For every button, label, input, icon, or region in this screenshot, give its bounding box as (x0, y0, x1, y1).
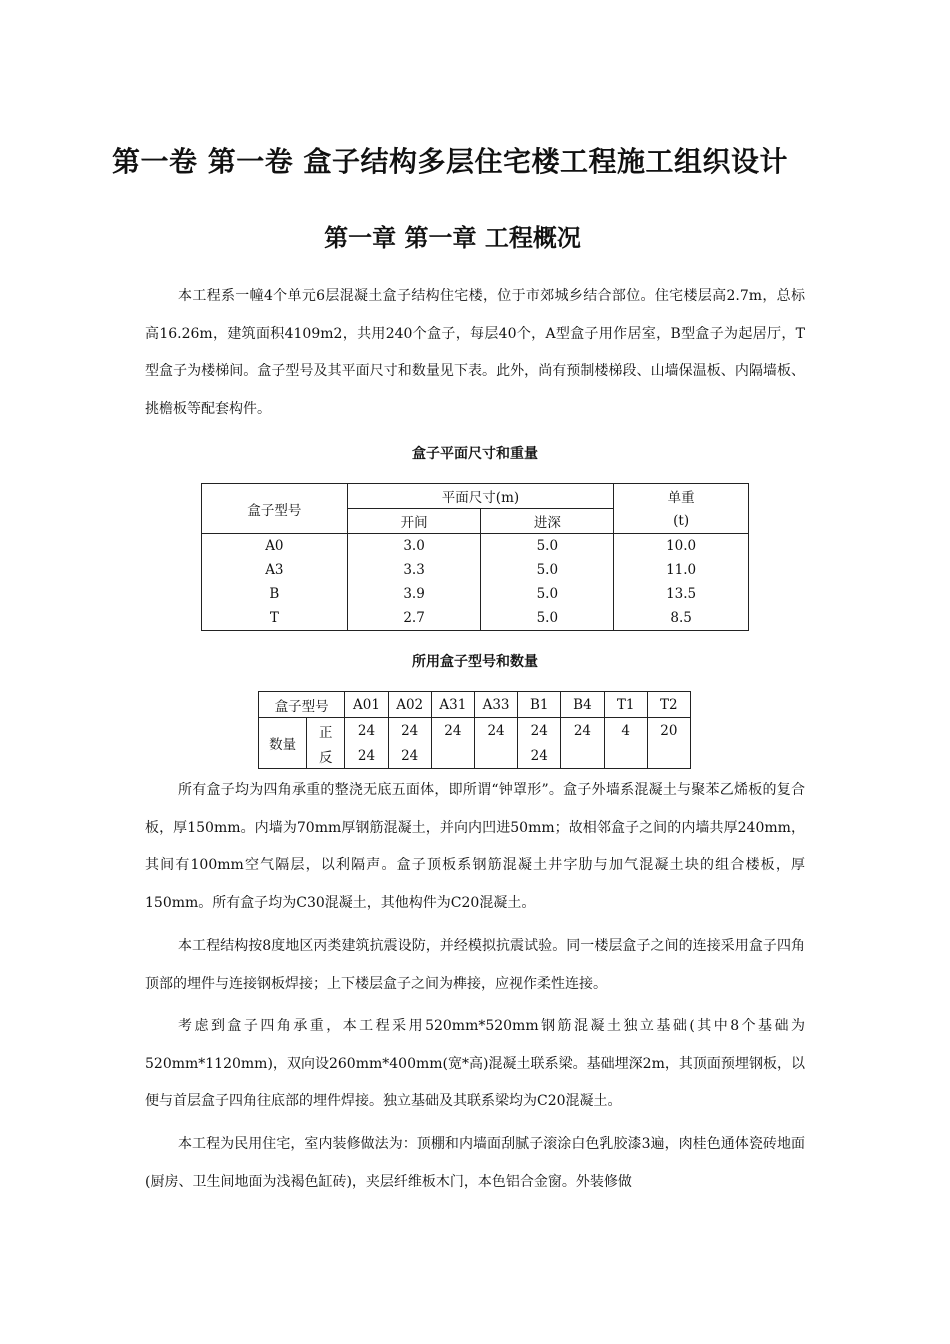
table1-caption: 盒子平面尺寸和重量 (412, 446, 538, 462)
table-cell: 5.0 (481, 558, 614, 582)
paragraph-box-structure: 所有盒子均为四角承重的整浇无底五面体，即所谓“钟罩形”。盒子外墙系混凝土与聚苯乙烯板的复合板，厚150mm。内墙为70mm厚钢筋混凝土，并向内凹进50mm；故相邻盒子之间的内墙共厚240mm，其间有100mm空气隔层，以利隔声。盒子顶板系钢筋混凝土井字肋与加气混凝土块的组合楼板，厚150mm。所有盒子均为C30混凝土，其他构件为C20混凝土。 (145, 782, 805, 911)
header-type: A02 (388, 692, 431, 718)
table-cell: 24 (345, 718, 388, 744)
table-cell (431, 743, 474, 769)
table-cell: 20 (647, 718, 690, 744)
table-cell: 24 (388, 743, 431, 769)
row-label-zheng: 正 (307, 718, 345, 744)
header-type: T2 (647, 692, 690, 718)
document-title: 第一卷 第一卷 盒子结构多层住宅楼工程施工组织设计 (112, 145, 788, 178)
table-cell: 13.5 (614, 582, 749, 606)
header-type: A31 (431, 692, 474, 718)
table-cell: 24 (561, 718, 604, 744)
header-type: T1 (604, 692, 647, 718)
header-box-type: 盒子型号 (202, 484, 348, 534)
box-quantity-table (258, 691, 691, 769)
header-bay-width: 开间 (347, 509, 481, 534)
paragraph-seismic: 本工程结构按8度地区丙类建筑抗震设防，并经模拟抗震试验。同一楼层盒子之间的连接采用盒子四角顶部的埋件与连接钢板焊接；上下楼层盒子之间为榫接，应视作柔性连接。 (145, 938, 805, 992)
header-type: A01 (345, 692, 388, 718)
table-cell: 3.0 (347, 534, 481, 559)
table-cell: 24 (388, 718, 431, 744)
table-cell: A0 (202, 534, 348, 559)
header-depth: 进深 (481, 509, 614, 534)
table-cell: 8.5 (614, 606, 749, 631)
header-type: B4 (561, 692, 604, 718)
quantity-label: 数量 (259, 718, 307, 769)
header-type: B1 (518, 692, 561, 718)
table-cell (474, 743, 517, 769)
table2-caption: 所用盒子型号和数量 (412, 654, 538, 670)
paragraph-finishing: 本工程为民用住宅，室内装修做法为：顶棚和内墙面刮腻子滚涂白色乳胶漆3遍，肉桂色通体瓷砖地面(厨房、卫生间地面为浅褐色缸砖)，夹层纤维板木门，本色铝合金窗。外装修做 (145, 1136, 805, 1190)
table-cell: 24 (518, 718, 561, 744)
table-cell: 10.0 (614, 534, 749, 559)
paragraph-foundation: 考虑到盒子四角承重，本工程采用520mm*520mm钢筋混凝土独立基础(其中8个基础为520mm*1120mm)，双向设260mm*400mm(宽*高)混凝土联系梁。基础埋深2m，其顶面预埋钢板，以便与首层盒子四角往底部的埋件焊接。独立基础及其联系梁均为C20混凝土。 (145, 1018, 805, 1109)
table-cell: 3.3 (347, 558, 481, 582)
table-cell (604, 743, 647, 769)
table-cell (561, 743, 604, 769)
table-cell: 24 (518, 743, 561, 769)
table-cell: 11.0 (614, 558, 749, 582)
table-cell (647, 743, 690, 769)
table-cell: 24 (345, 743, 388, 769)
header-type: A33 (474, 692, 517, 718)
table-cell: 2.7 (347, 606, 481, 631)
table-cell: 4 (604, 718, 647, 744)
table-cell: 5.0 (481, 606, 614, 631)
chapter-heading: 第一章 第一章 工程概况 (324, 224, 581, 252)
header-unit-weight: 单重 (614, 484, 749, 509)
header-weight-unit: (t) (614, 509, 749, 534)
table-cell: 5.0 (481, 582, 614, 606)
table-cell: B (202, 582, 348, 606)
paragraph-overview: 本工程系一幢4个单元6层混凝土盒子结构住宅楼，位于市郊城乡结合部位。住宅楼层高2.7m，总标高16.26m，建筑面积4109m2，共用240个盒子，每层40个，A型盒子用作居室，B型盒子为起居厅，T型盒子为楼梯间。盒子型号及其平面尺寸和数量见下表。此外，尚有预制楼梯段、山墙保温板、内隔墙板、挑檐板等配套构件。 (145, 288, 805, 417)
table-cell: T (202, 606, 348, 631)
table-cell: A3 (202, 558, 348, 582)
row-label-fan: 反 (307, 743, 345, 769)
table-cell: 3.9 (347, 582, 481, 606)
header-box-type: 盒子型号 (259, 692, 345, 718)
table-cell: 24 (431, 718, 474, 744)
table-cell: 24 (474, 718, 517, 744)
table-cell: 5.0 (481, 534, 614, 559)
header-plan-dimensions: 平面尺寸(m) (347, 484, 614, 509)
box-dimensions-table (201, 483, 749, 631)
